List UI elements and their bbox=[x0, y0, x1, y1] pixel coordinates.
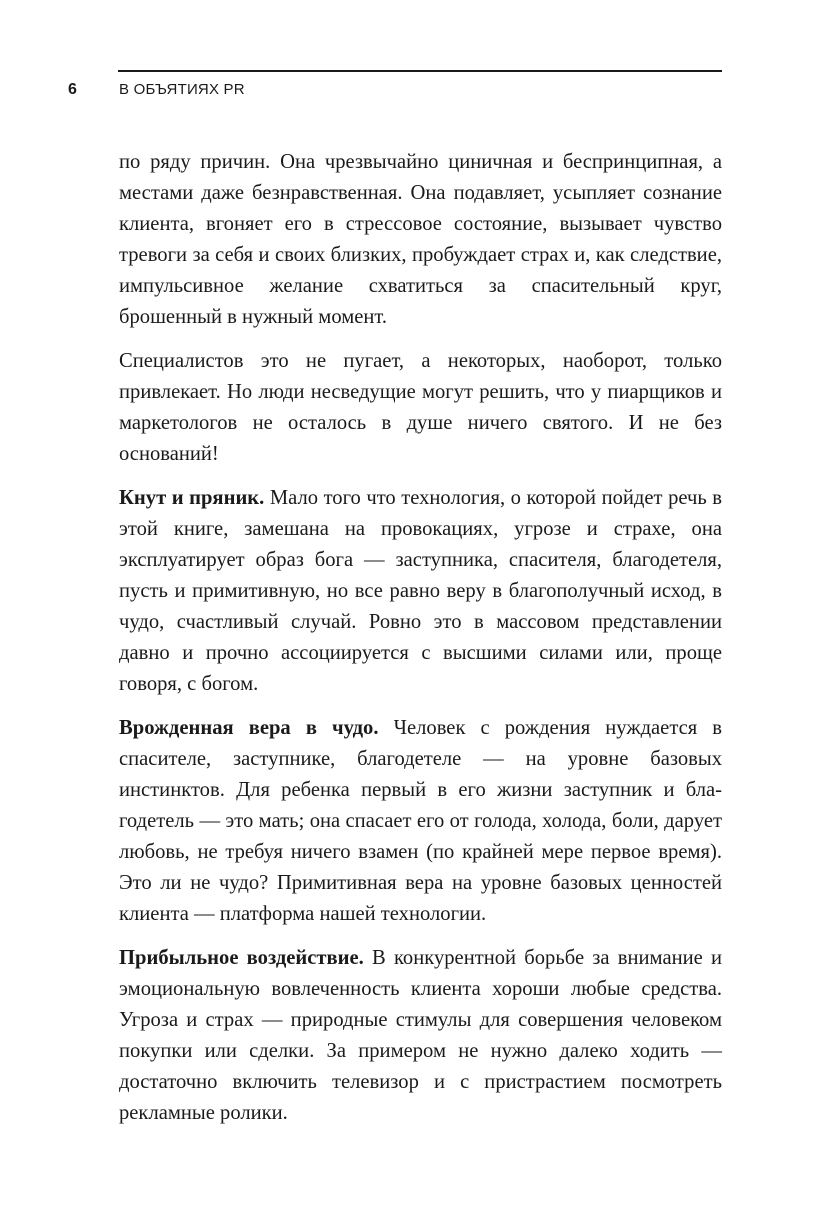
paragraph-text: В конкурентной борьбе за внимание и эмоциональную вовлеченность клиента хороши любые средства. Угроза и страх — природные стимулы для совершения человеком покупки или сделки. За примером не нужно далеко ходить — достаточно включить телевизор и с пристрастием посмотреть рекламные ролики. bbox=[119, 947, 722, 1124]
run-in-heading: Врожденная вера в чудо. bbox=[119, 717, 379, 739]
paragraph-4 bbox=[119, 713, 722, 930]
paragraph-text: Мало того что технология, о которой пойдет речь в этой книге, замешана на провокациях, угрозе и страхе, она эксплуатирует образ бога — заступника, спасителя, благодетеля, пусть и примитивную, но все равно веру в благополучный исход, в чудо, счастливый случай. Ровно это в массовом представлении давно и прочно ассоциируется с высшими силами или, проще говоря, с богом. bbox=[119, 487, 722, 695]
page-number: 6 bbox=[68, 81, 77, 98]
paragraph-text: Специалистов это не пугает, а некоторых, наоборот, только привлекает. Но люди несведущие могут решить, что у пиарщиков и маркетологов не осталось в душе ничего святого. И не без оснований! bbox=[119, 350, 722, 465]
paragraph-2 bbox=[119, 346, 722, 470]
paragraph-5 bbox=[119, 943, 722, 1129]
body-text bbox=[119, 147, 722, 1142]
paragraph-1 bbox=[119, 147, 722, 333]
running-head: В ОБЪЯТИЯХ PR bbox=[119, 81, 245, 98]
run-in-heading: Кнут и пряник. bbox=[119, 487, 265, 509]
paragraph-text: Человек с рождения нуждается в спасителе, заступнике, благодетеле — на уровне базовых инстинктов. Для ребенка первый в его жизни заступник и благодетель — это мать; она спасает его от голода, холода, боли, дарует любовь, не требуя ничего взамен (по крайней мере первое время). Это ли не чудо? Примитивная вера на уровне базовых ценностей клиента — платформа нашей технологии. bbox=[119, 717, 722, 925]
header-rule bbox=[118, 70, 722, 72]
run-in-heading: Прибыльное воздействие. bbox=[119, 947, 364, 969]
paragraph-text: по ряду причин. Она чрезвычайно циничная и беспринципная, а местами даже безнравственная. Она подавляет, усыпляет сознание клиента, вгоняет его в стрессовое состояние, вызывает чувство тревоги за себя и своих близких, пробуждает страх и, как следствие, импульсивное желание схватиться за спасительный круг, брошенный в нужный момент. bbox=[119, 151, 722, 328]
paragraph-3 bbox=[119, 483, 722, 700]
page-header bbox=[68, 70, 722, 100]
